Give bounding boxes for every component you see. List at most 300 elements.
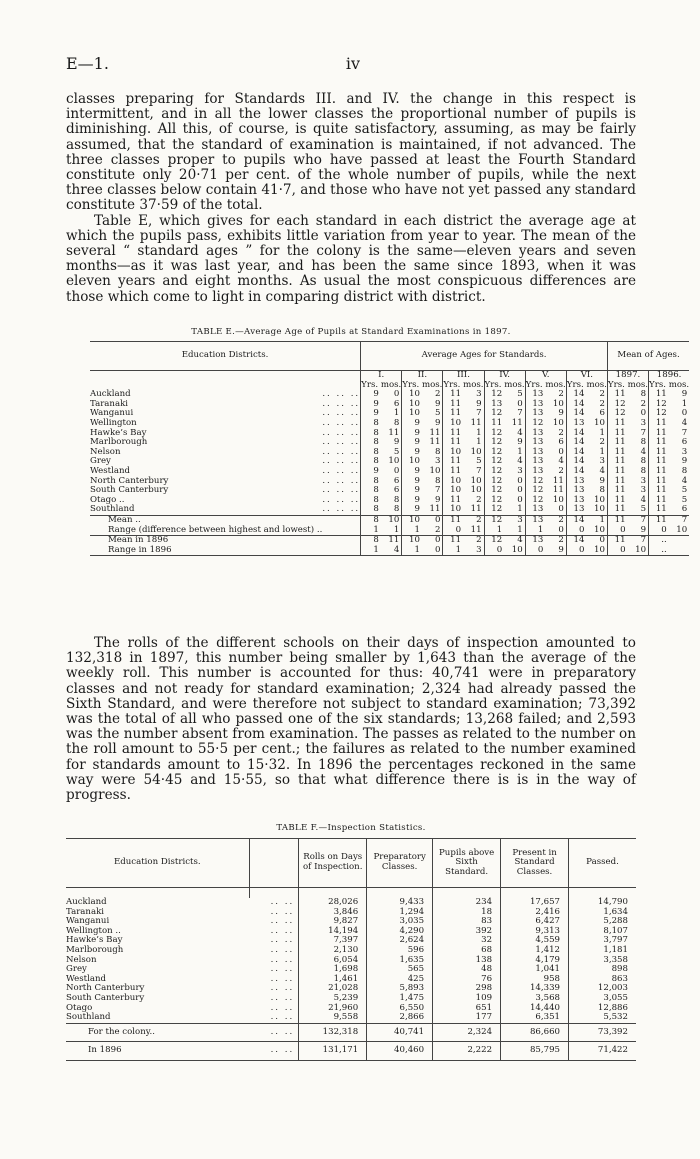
table-e-cell [670, 536, 689, 546]
table-f-cell: 3,797 [603, 935, 628, 946]
table-e-cell: 0 [546, 505, 566, 515]
table-f-cell: 6,427 [501, 917, 569, 927]
table-e-cell: 14 [573, 389, 585, 400]
table-e-row [90, 546, 689, 556]
table-e-cell: 8 [373, 446, 379, 457]
leader-dots: .. .. [249, 898, 299, 908]
table-e-cell: 10 [546, 496, 566, 506]
table-e-cell: 10 [587, 546, 607, 556]
table-f-cell: 21,028 [299, 984, 367, 994]
table-e-cell: 4 [629, 496, 649, 506]
table-e-cell: 1 [402, 546, 423, 556]
table-f-district: Wellington .. [66, 925, 121, 936]
table-f-header-rolls: Rolls on Days of Inspection. [299, 839, 367, 888]
table-e-cell: 0 [607, 546, 628, 556]
table-e-cell: 11 [655, 504, 667, 515]
table-e-cell: 2 [464, 496, 484, 506]
table-e-cell: 8 [373, 504, 379, 515]
table-e-cell: 11 [655, 456, 667, 467]
table-e-cell: 11 [655, 427, 667, 438]
table-e-cell: 9 [414, 485, 420, 496]
table-e-unit-label: Yrs. mos. [607, 379, 649, 390]
table-e-cell: 11 [450, 465, 462, 476]
table-e-cell: 11 [546, 486, 566, 496]
table-e-cell: 13 [573, 494, 585, 505]
table-e-cell: 11 [655, 475, 667, 486]
leader-dots: .. .. [249, 1042, 299, 1061]
table-e-cell: 4 [587, 467, 607, 477]
table-f-cell: 9,433 [367, 898, 433, 908]
table-f-cell: 83 [433, 917, 501, 927]
table-e-cell: 3 [464, 546, 484, 556]
leader-dots: .. .. .. [322, 389, 361, 400]
table-e-cell: 10 [409, 456, 420, 467]
table-e-district: Grey [90, 456, 111, 467]
table-f-header-districts: Education Districts. [66, 839, 249, 888]
table-e-cell: 1 [587, 448, 607, 458]
table-e-cell: 8 [361, 536, 382, 546]
table-e-district: Mean in 1896 [90, 536, 322, 546]
table-e-cell: 1 [587, 429, 607, 439]
table-e-cell: 4 [629, 448, 649, 458]
table-e-cell: 0 [661, 524, 667, 535]
table-e-cell: 8 [373, 437, 379, 448]
table-e-cell: 11 [655, 437, 667, 448]
table-f-cell: 392 [433, 927, 501, 937]
table-e-cell: 13 [532, 456, 544, 467]
table-e-cell: 10 [464, 486, 484, 496]
leader-dots: .. .. [249, 1004, 299, 1014]
table-e-cell: 11 [614, 504, 626, 515]
table-e-cell: 13 [532, 465, 544, 476]
table-f-cell: 14,339 [501, 984, 569, 994]
table-e-cell: 9 [373, 398, 379, 409]
table-e-cell: 13 [525, 515, 546, 525]
table-e-cell: 14 [573, 456, 585, 467]
table-f-cell: 2,624 [367, 936, 433, 946]
table-f-district: Taranaki [66, 906, 105, 917]
table-f-cell: 32 [433, 936, 501, 946]
table-e-cell: 6 [546, 438, 566, 448]
table-e-cell: 10 [587, 526, 607, 536]
table-e-cell: 0 [505, 400, 525, 410]
table-e-cell: 12 [532, 475, 544, 486]
table-e-cell: 9 [373, 465, 379, 476]
table-e-cell: 2 [546, 515, 566, 525]
table-f-cell: 68 [433, 946, 501, 956]
table-e-cell: 2 [464, 515, 484, 525]
table-e-cell: 11 [423, 438, 443, 448]
table-e-cell: 11 [450, 456, 462, 467]
table-e-cell: 11 [450, 389, 462, 400]
table-e-district: Hawke’s Bay [90, 427, 147, 438]
leader-dots: .. .. .. [322, 475, 361, 486]
table-e-cell: 5 [505, 390, 525, 400]
table-e-cell: 1 [382, 409, 402, 419]
table-e-cell: 13 [532, 389, 544, 400]
table-e-cell: 11 [450, 427, 462, 438]
table-f-cell: 2,324 [433, 1023, 501, 1042]
table-e-cell: 10 [587, 505, 607, 515]
table-e-row [90, 505, 689, 515]
table-f-cell: 18 [433, 908, 501, 918]
table-e [90, 341, 689, 556]
table-e-cell: 2 [546, 536, 566, 546]
table-e-cell: 7 [670, 515, 689, 525]
table-e-cell: 9 [546, 409, 566, 419]
table-f-cell: 28,026 [299, 898, 367, 908]
table-e-cell: 11 [655, 485, 667, 496]
table-f-cell: 86,660 [501, 1023, 569, 1042]
table-e-cell: 9 [587, 477, 607, 487]
table-f-cell: 234 [433, 898, 501, 908]
table-f-cell: 863 [611, 973, 628, 984]
table-e-cell: 12 [491, 389, 503, 400]
table-f-row [66, 1042, 636, 1061]
table-e-cell: 3 [505, 515, 525, 525]
table-e-cell: 11 [655, 389, 667, 400]
table-f-district: In 1896 [66, 1042, 249, 1061]
table-e-cell: 7 [681, 427, 688, 438]
table-f-cell: 40,741 [367, 1023, 433, 1042]
table-e-cell: 2 [423, 526, 443, 536]
table-e-cell: 8 [373, 475, 379, 486]
table-f-cell: 85,795 [501, 1042, 569, 1061]
table-e-cell: 12 [491, 504, 503, 515]
table-e-cell: 7 [629, 429, 649, 439]
table-e-cell: 11 [614, 456, 626, 467]
table-e-cell: 11 [464, 419, 484, 429]
table-e-cell: 10 [546, 400, 566, 410]
table-e-district: Southland [90, 504, 135, 515]
table-e-cell: 14 [566, 515, 587, 525]
table-e-cell: 1 [537, 524, 544, 535]
table-e-district: Taranaki [90, 398, 129, 409]
table-e-cell: 13 [532, 504, 544, 515]
table-e-cell: 13 [573, 417, 585, 428]
leader-dots: .. .. .. [322, 417, 361, 428]
table-e-cell: 2 [587, 400, 607, 410]
table-f-cell: 9,558 [299, 1013, 367, 1023]
table-e-cell: 2 [546, 429, 566, 439]
table-f-cell: 3,035 [367, 917, 433, 927]
table-e-cell: 2 [464, 536, 484, 546]
table-e-col-label: I. [361, 371, 402, 381]
table-e-cell: 7 [505, 409, 525, 419]
table-f-cell: 9,313 [501, 927, 569, 937]
table-e-cell: 3 [629, 486, 649, 496]
table-f-header-preparatory: Preparatory Classes. [367, 839, 433, 888]
table-e-cell: 13 [525, 536, 546, 546]
table-e-cell: 9 [414, 417, 420, 428]
table-e-cell: 6 [382, 486, 402, 496]
table-e-cell: 11 [655, 417, 667, 428]
table-e-cell: 4 [681, 475, 688, 486]
table-e-cell: 1 [414, 524, 420, 535]
table-e-cell: 1 [361, 546, 382, 556]
table-f-cell: 138 [433, 956, 501, 966]
table-f-cell: 14,440 [501, 1004, 569, 1014]
table-e-cell: 13 [573, 504, 585, 515]
table-f-cell: 12,886 [597, 1002, 628, 1013]
table-e-cell: 13 [532, 427, 544, 438]
table-e-cell: 1 [496, 524, 503, 535]
table-e-caption: TABLE E.—Average Age of Pupils at Standard Examinations in 1897. [191, 327, 511, 337]
table-e-cell: 5 [423, 409, 443, 419]
table-e-cell: 8 [373, 417, 379, 428]
table-f-cell: 132,318 [299, 1023, 367, 1042]
table-e-cell: 14 [573, 408, 585, 419]
table-e-cell: 9 [382, 438, 402, 448]
table-f-cell: 73,392 [569, 1023, 636, 1042]
paragraph-2: Table E, which gives for each standard in each district the average age at which the pupils pass, exhibits little variation from year to year. The mean of the several “ standard ages ” for the colony is the same—eleven years and seven months—as it was last year, and has been the same since 1893, when it was eleven years and eight months. As usual the most conspicuous differences are those which come to light in comparing district with district. [66, 212, 636, 305]
report-reference: E—1. [66, 54, 109, 73]
body-text-middle [66, 636, 636, 803]
table-f-cell: 14,194 [299, 927, 367, 937]
body-text-top [66, 92, 636, 305]
table-e-cell: 9 [414, 437, 420, 448]
table-e-cell: 11 [655, 446, 667, 457]
table-e-cell: 9 [681, 389, 688, 400]
table-e-cell: 11 [423, 429, 443, 439]
table-e-cell: 6 [587, 409, 607, 419]
table-e-cell: 6 [382, 477, 402, 487]
table-e-cell: 9 [414, 494, 420, 505]
table-e-cell: 8 [373, 456, 379, 467]
table-e-cell: 1 [443, 546, 464, 556]
table-e-cell: 11 [382, 429, 402, 439]
table-e-cell: 2 [546, 467, 566, 477]
table-e-cell: 3 [423, 457, 443, 467]
table-e-cell: 0 [587, 536, 607, 546]
table-e-cell: 0 [382, 390, 402, 400]
table-e-cell: 11 [443, 536, 464, 546]
table-e-cell: 0 [546, 526, 566, 536]
table-e-col-label: 1897. [607, 371, 648, 381]
table-e-cell: 0 [505, 486, 525, 496]
table-e-header-districts: Education Districts. [90, 342, 361, 371]
table-e-cell: 3 [505, 467, 525, 477]
table-e-cell: 0 [566, 546, 587, 556]
table-e-cell: 11 [614, 475, 626, 486]
table-e-cell: 4 [505, 429, 525, 439]
leader-dots: .. .. [249, 917, 299, 927]
table-e-cell: 10 [464, 448, 484, 458]
table-e-cell: 12 [655, 408, 667, 419]
table-f-cell: 3,568 [501, 994, 569, 1004]
table-e-cell: 8 [629, 438, 649, 448]
table-f-cell: 4,179 [501, 956, 569, 966]
table-e-district: South Canterbury [90, 485, 169, 496]
table-e-col-label: IV. [484, 371, 525, 381]
page-header [66, 54, 640, 76]
table-e-cell: 1 [464, 438, 484, 448]
table-f-caption: TABLE F.—Inspection Statistics. [276, 823, 426, 833]
table-e-cell: 10 [423, 467, 443, 477]
table-f-cell: 17,657 [501, 898, 569, 908]
table-e-cell: 4 [546, 457, 566, 467]
table-e-cell: 12 [614, 398, 626, 409]
table-e-unit-label: Yrs. mos. [649, 379, 690, 390]
table-f-cell: 76 [433, 975, 501, 985]
table-e-cell: 10 [409, 408, 420, 419]
table-e-cell: 8 [681, 465, 688, 476]
table-f-district: Westland [66, 973, 106, 984]
table-e-cell: 1 [505, 448, 525, 458]
table-e-cell: 9 [414, 475, 420, 486]
leader-dots [322, 526, 360, 536]
leader-dots [322, 536, 360, 546]
table-e-cell: 14 [573, 446, 585, 457]
table-e-cell: 0 [505, 496, 525, 506]
table-e-cell: 12 [484, 536, 505, 546]
table-e-cell: 10 [382, 457, 402, 467]
leader-dots: .. .. .. [322, 408, 361, 419]
table-e-cell: 6 [382, 400, 402, 410]
table-f-cell: 2,866 [367, 1013, 433, 1023]
table-e-district: Marlborough [90, 437, 148, 448]
table-e-cell: 9 [414, 427, 420, 438]
table-e-cell: 7 [464, 467, 484, 477]
table-e-cell: 0 [620, 524, 626, 535]
table-e-cell: 4 [681, 417, 688, 428]
table-e-cell: 3 [629, 419, 649, 429]
table-e-unit-label: Yrs. mos. [484, 379, 525, 390]
table-e-cell: 11 [450, 408, 462, 419]
leader-dots: .. .. .. [322, 485, 361, 496]
leader-dots: .. .. [249, 1023, 299, 1042]
table-e-cell: 11 [614, 389, 626, 400]
table-e-cell: 12 [484, 515, 505, 525]
table-f-district: Otago [66, 1002, 93, 1013]
leader-dots: .. .. [249, 975, 299, 985]
table-e-cell: 0 [525, 546, 546, 556]
table-e-cell: 1 [373, 524, 379, 535]
table-e-cell [670, 546, 689, 556]
table-e-cell: 14 [573, 427, 585, 438]
table-e-district: Nelson [90, 446, 121, 457]
table-e-cell: 7 [629, 536, 649, 546]
table-e-cell: 13 [573, 485, 585, 496]
leader-dots: .. .. .. [322, 398, 361, 409]
table-e-cell: 11 [655, 465, 667, 476]
table-e-district: Wellington [90, 417, 137, 428]
table-e-cell: 0 [423, 546, 443, 556]
table-f-cell: 4,290 [367, 927, 433, 937]
table-e-district: Auckland [90, 389, 131, 400]
table-e-cell: 9 [414, 465, 420, 476]
table-e-cell: 11 [614, 485, 626, 496]
table-e-cell: 7 [423, 486, 443, 496]
table-e-cell: 9 [629, 526, 649, 536]
table-e-cell: 0 [681, 408, 688, 419]
leader-dots [322, 515, 360, 525]
table-f-row [66, 1013, 636, 1023]
table-e-cell: 9 [373, 389, 379, 400]
table-f-cell: 3,846 [299, 908, 367, 918]
table-e-cell: 0 [423, 515, 443, 525]
table-e-cell: 3 [629, 477, 649, 487]
table-e-cell: 1 [505, 526, 525, 536]
leader-dots: .. .. [249, 984, 299, 994]
table-f-cell: 2,130 [299, 946, 367, 956]
table-e-cell: 9 [505, 438, 525, 448]
table-f-cell: 898 [611, 964, 628, 975]
table-e-col-label: 1896. [656, 370, 682, 380]
table-e-cell: 9 [681, 456, 688, 467]
table-e-cell: 10 [587, 496, 607, 506]
table-e-cell: 10 [676, 524, 688, 535]
table-e-cell: 11 [464, 526, 484, 536]
table-e-cell: 10 [450, 417, 462, 428]
table-e-cell: 9 [423, 419, 443, 429]
table-e-unit-label: Yrs. mos. [566, 379, 607, 390]
table-f-cell: 71,422 [569, 1042, 636, 1061]
leader-dots: .. .. [249, 956, 299, 966]
table-f-cell: 6,550 [367, 1004, 433, 1014]
table-e-cell: 0 [629, 409, 649, 419]
table-e-cell: 11 [614, 427, 626, 438]
table-e-cell: 8 [629, 390, 649, 400]
table-e-cell: 2 [587, 438, 607, 448]
table-f-cell: 7,397 [299, 936, 367, 946]
page-number: iv [345, 54, 361, 73]
blank-cell [322, 371, 360, 381]
table-e-cell: 7 [464, 409, 484, 419]
table-e-cell: 11 [614, 437, 626, 448]
table-e-cell: 9 [546, 546, 566, 556]
table-f-cell: 2,416 [501, 908, 569, 918]
table-e-cell: 1 [382, 526, 402, 536]
table-e-district: Range (difference between highest and lowest) .. [108, 524, 323, 535]
table-f-district: Auckland [66, 897, 107, 907]
table-e-cell: 5 [382, 448, 402, 458]
table-e-cell: 12 [491, 485, 503, 496]
table-f-header-dots [249, 839, 299, 888]
table-e-cell: 11 [614, 465, 626, 476]
table-f-cell: 40,460 [367, 1042, 433, 1061]
table-e-cell: 8 [423, 477, 443, 487]
table-e-cell: 1 [505, 505, 525, 515]
table-e-unit-label: Yrs. mos. [361, 379, 402, 390]
table-f-cell: 2,222 [433, 1042, 501, 1061]
table-e-cell: 14 [573, 398, 585, 409]
table-e-cell: 11 [505, 419, 525, 429]
table-e-cell: 10 [505, 546, 525, 556]
table-e-cell: 11 [649, 515, 670, 525]
table-e-district: Westland [90, 465, 130, 476]
table-e-cell: 11 [655, 494, 667, 505]
table-e-cell: 11 [450, 494, 462, 505]
table-e-cell: 5 [629, 505, 649, 515]
table-f-cell: 14,790 [597, 897, 628, 907]
table-f-cell: 5,893 [367, 984, 433, 994]
table-f-header-above-sixth: Pupils above Sixth Standard. [433, 839, 501, 888]
table-e-row [90, 515, 689, 525]
table-e-cell: 10 [629, 546, 649, 556]
leader-dots: .. .. [249, 946, 299, 956]
table-e-cell: 10 [450, 446, 462, 457]
table-e-cell: 12 [491, 456, 503, 467]
table-e-district: Otago .. [90, 494, 125, 505]
table-f-cell: 4,559 [501, 936, 569, 946]
table-e-cell: 5 [681, 485, 688, 496]
table-f-cell: 1,635 [367, 956, 433, 966]
table-e-cell: 0 [455, 524, 462, 535]
table-e-cell: 9 [414, 504, 420, 515]
table-e-cell: 13 [532, 437, 544, 448]
blank-cell [90, 371, 322, 381]
